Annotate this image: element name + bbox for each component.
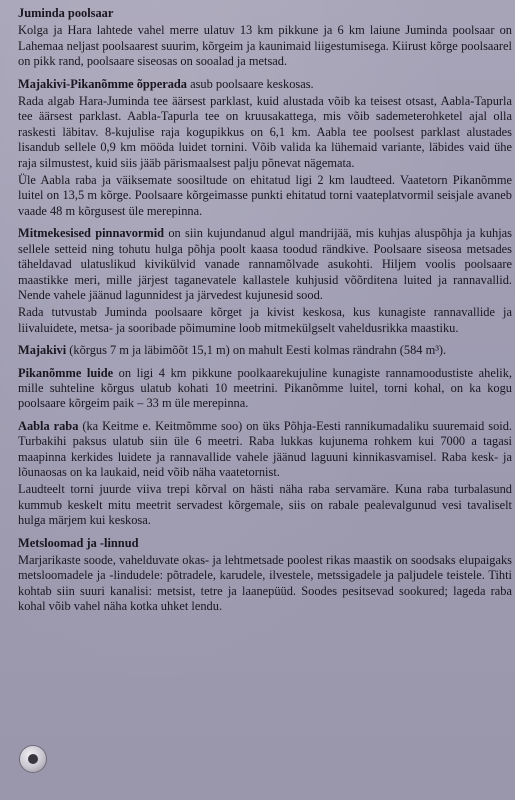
heading-aabla: Aabla raba <box>18 418 79 433</box>
heading-majakivi: Majakivi <box>18 343 67 358</box>
pikanomme-text: on ligi 4 km pikkune poolkaarekujuline kunagiste rannamoodustiste ahelik, mille suhteline kõrgus ulatub kohati 10 meetrini. Pikanõmme luitel, torni kohal, on ka kogu poolsaare kõrgeim paik – 33 m üle merepinna. <box>18 365 512 411</box>
heading-trail: Majakivi-Pikanõmme õpperada <box>18 76 187 91</box>
heading-animals: Metsloomad ja -linnud <box>18 535 139 550</box>
paragraph-laudtee: Laudteelt torni juurde viiva trepi kõrval on hästi näha raba servamäre. Kuna raba turbalasund kummub keskelt mitu meetrit servadest kõrgemale, siis on rabale pealevalgunud vesi tavaliselt hulga märjem kui keskosa. <box>18 482 512 528</box>
paragraph-trail-body: Rada algab Hara-Juminda tee äärsest parklast, kuid alustada võib ka teisest otsast, Aabla-Tapurla tee äärsest parklast. Aabla-Tapurla tee on kruusakattega, mis võib sademeterohketel ajal olla raskesti läbitav. 8-kujulise raja kogupikkus on 6,1 km. Aabla tee poolsest parklast alustades lisandub sellele 0,9 km mööda luidet tornini. Võib valida ka lühemaid variante, läbides vaid ühe raja silmustest, kuid siis jääb pärismaalsest palju põnevat nägemata. <box>18 94 512 170</box>
section-heading-animals <box>18 536 512 551</box>
paragraph-majakivi <box>18 343 512 358</box>
paragraph-trail <box>18 77 512 92</box>
heading-landforms: Mitmekesised pinnavormid <box>18 226 165 241</box>
paragraph-pikanomme <box>18 366 512 412</box>
heading-juminda: Juminda poolsaar <box>18 6 114 20</box>
paragraph-animals: Marjarikaste soode, vahelduvate okas- ja lehtmetsade poolest rikas maastik on soodsaks elupaigaks metsloomadele ja -lindudele: põtradele, karudele, ilvestele, metssigadele ja paljudele teistele. Tihti kohtab siin suuri kanalisi: metsist, tetre ja laanepüüd. Soodes pesitsevad sookured; lageda raba kohal võib vahel näha kotka uhket lendu. <box>18 553 512 614</box>
paragraph-trail-intro: Rada tutvustab Juminda poolsaare kõrget ja kivist keskosa, kus kunagiste rannavallide ja liivaluidete, metsa- ja sooribade põimumine loob mitmekülgselt vaheldusrikka maastiku. <box>18 305 512 335</box>
section-heading-juminda <box>18 6 512 21</box>
mounting-screw <box>20 746 46 772</box>
aabla-text: (ka Keitme e. Keitmõmme soo) on üks Põhja-Eesti rannikumadaliku suuremaid soid. Turbakihi paksus ulatub siin üle 6 meetri. Raba lukkas kujunema rohkem kui 7000 a tagasi maapinna kerkides luidete ja rannavallide vahele jäänud laguuni kinnikasvamisel. Raba kesk- ja lõunaosas on ka laukaid, neid võib näha vaatetornist. <box>18 418 512 479</box>
paragraph-aabla <box>18 419 512 481</box>
heading-pikanomme: Pikanõmme luide <box>18 365 114 380</box>
text-panel <box>18 6 512 798</box>
heading-trail-suffix: asub poolsaare keskosas. <box>187 76 314 91</box>
paragraph-juminda: Kolga ja Hara lahtede vahel merre ulatuv 13 km pikkune ja 6 km laiune Juminda poolsaar on Lahemaa neljast poolsaarest suurim, kõrgeim ja kaunimaid liigestumisega. Kiirust kõrge poolsaarel on pikk rand, poolsaare siseosas on sooalad ja metsad. <box>18 23 512 69</box>
majakivi-text: (kõrgus 7 m ja läbimõõt 15,1 m) on mahult Eesti kolmas rändrahn (584 m³). <box>66 343 447 358</box>
paragraph-boardwalk: Üle Aabla raba ja väiksemate soosiltude on ehitatud ligi 2 km laudteed. Vaatetorn Pikanõmme luitel on 13,5 m kõrge. Poolsaare kõrgeimasse punkti ehitatud torni vaateplatvormil seisjale avaneb vaade 48 m kõrgusest üle merepinna. <box>18 173 512 218</box>
paragraph-landforms <box>18 226 512 303</box>
landforms-text: on siin kujundanud algul mandrijää, mis kuhjas aluspõhja ja kuhjas sellele setteid ning tohutu hulga põhja poolt kaasa toodud rändkive. Poolsaare siseosa metsades täheldavad ulatuslikud kivikülvid vanade rannamõlvade asukohti. Hiljem voolis poolsaare maastikke meri, mille järjest taganevatele kallastele kuhjusid võõrditena luited ja rannavallid. Nende vahele jäänud lagunnidest ja järvedest kujunesid sood. <box>18 226 512 302</box>
